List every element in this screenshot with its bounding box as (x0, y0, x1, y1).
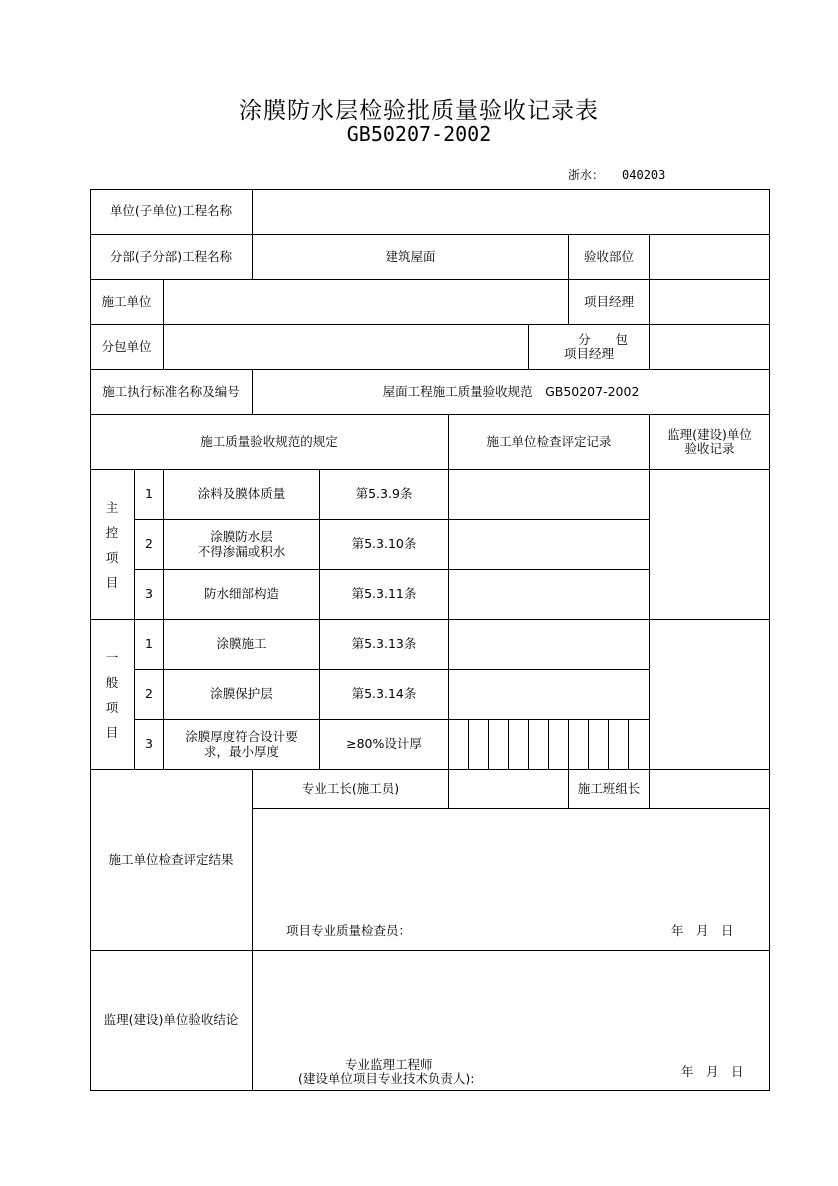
general-items-group-char: 般 (105, 674, 119, 690)
main-item-name-line2: 不得渗漏或积水 (197, 543, 286, 559)
team-leader-label: 施工班组长 (569, 770, 650, 809)
thickness-measure-cell[interactable] (449, 720, 469, 770)
sub-pm-label-line2: 项目经理 (563, 346, 614, 361)
sub-pm-field[interactable] (650, 325, 770, 370)
general-item-no: 3 (135, 720, 164, 770)
subproject-value[interactable]: 建筑屋面 (253, 235, 569, 280)
project-manager-field[interactable] (650, 280, 770, 325)
contractor-label: 施工单位 (90, 280, 164, 325)
supervisor-record-header-line2: 验收记录 (684, 441, 735, 456)
standard-label: 施工执行标准名称及编号 (90, 370, 253, 415)
main-item-clause: 第5.3.10条 (320, 520, 449, 570)
project-name-field[interactable] (253, 189, 770, 235)
main-items-group-char: 目 (105, 574, 119, 590)
contractor-field[interactable] (164, 280, 569, 325)
general-item-no: 1 (135, 620, 164, 670)
main-item-name: 涂料及膜体质量 (164, 470, 320, 520)
general-item-name-line1: 涂膜厚度符合设计要 (185, 729, 298, 745)
contractor-record-header: 施工单位检查评定记录 (449, 415, 650, 470)
foreman-label: 专业工长(施工员) (253, 770, 449, 809)
main-items-group-char: 控 (105, 524, 119, 540)
general-items-group-char: 项 (105, 699, 119, 715)
main-items-group-char: 项 (105, 549, 119, 565)
thickness-measure-cell[interactable] (549, 720, 569, 770)
supervisor-conclusion-label: 监理(建设)单位验收结论 (90, 951, 253, 1091)
general-items-supervisor-record[interactable] (650, 620, 770, 770)
general-item-clause: 第5.3.13条 (320, 620, 449, 670)
supervisor-record-header (650, 415, 770, 470)
general-item-record[interactable] (449, 620, 650, 670)
main-items-group-label (90, 470, 135, 620)
main-items-supervisor-record[interactable] (650, 470, 770, 620)
project-manager-label: 项目经理 (569, 280, 650, 325)
general-item-record[interactable] (449, 670, 650, 720)
general-item-no: 2 (135, 670, 164, 720)
general-items-group-char: 目 (105, 724, 119, 740)
general-item-name-line2: 求，最小厚度 (203, 743, 279, 759)
standard-value[interactable]: 屋面工程施工质量验收规范 GB50207-2002 (253, 370, 770, 415)
general-item-name: 涂膜保护层 (164, 670, 320, 720)
contractor-result-label: 施工单位检查评定结果 (90, 770, 253, 951)
subcontractor-field[interactable] (164, 325, 529, 370)
main-item-record[interactable] (449, 520, 650, 570)
form-code-value: 040203 (622, 168, 666, 182)
thickness-measure-cell[interactable] (609, 720, 629, 770)
general-item-name (164, 720, 320, 770)
thickness-measure-cell[interactable] (629, 720, 650, 770)
main-item-record[interactable] (449, 570, 650, 620)
general-item-clause: ≥80%设计厚 (320, 720, 449, 770)
main-item-no: 1 (135, 470, 164, 520)
form-standard: GB50207-2002 (346, 122, 492, 146)
sub-pm-label-line1: 分 包 (577, 331, 628, 347)
form-title: 涂膜防水层检验批质量验收记录表 (239, 98, 599, 124)
foreman-field[interactable] (449, 770, 569, 809)
main-item-name: 防水细部构造 (164, 570, 320, 620)
subcontractor-label: 分包单位 (90, 325, 164, 370)
form-code (568, 166, 665, 183)
supervisor-date-label: 年 月 日 (681, 1064, 744, 1079)
team-leader-field[interactable] (650, 770, 770, 809)
main-item-clause: 第5.3.9条 (320, 470, 449, 520)
main-items-group-char: 主 (105, 499, 119, 515)
form-code-label: 浙水： (568, 168, 605, 182)
supervisor-record-header-line1: 监理(建设)单位 (667, 426, 752, 442)
thickness-measure-cell[interactable] (509, 720, 529, 770)
thickness-measure-cell[interactable] (529, 720, 549, 770)
acceptance-part-label: 验收部位 (569, 235, 650, 280)
owner-technical-lead-label: (建设单位项目专业技术负责人): (298, 1071, 475, 1086)
supervising-engineer-label: 专业监理工程师 (345, 1057, 433, 1072)
contractor-date-label: 年 月 日 (671, 923, 734, 938)
main-item-no: 2 (135, 520, 164, 570)
quality-inspector-label: 项目专业质量检查员： (286, 923, 412, 938)
acceptance-part-field[interactable] (650, 235, 770, 280)
subproject-label: 分部(子分部)工程名称 (90, 235, 253, 280)
main-item-clause: 第5.3.11条 (320, 570, 449, 620)
project-name-label: 单位(子单位)工程名称 (90, 189, 253, 235)
general-item-name: 涂膜施工 (164, 620, 320, 670)
thickness-measure-cell[interactable] (489, 720, 509, 770)
main-item-name-line1: 涂膜防水层 (210, 529, 273, 545)
main-item-record[interactable] (449, 470, 650, 520)
spec-column-header: 施工质量验收规范的规定 (90, 415, 449, 470)
main-item-no: 3 (135, 570, 164, 620)
thickness-measure-cell[interactable] (589, 720, 609, 770)
sub-pm-label (529, 325, 650, 370)
thickness-measure-cell[interactable] (469, 720, 489, 770)
general-item-clause: 第5.3.14条 (320, 670, 449, 720)
main-item-name (164, 520, 320, 570)
general-items-group-char: 一 (105, 649, 119, 665)
general-items-group-label (90, 620, 135, 770)
thickness-measure-cell[interactable] (569, 720, 589, 770)
